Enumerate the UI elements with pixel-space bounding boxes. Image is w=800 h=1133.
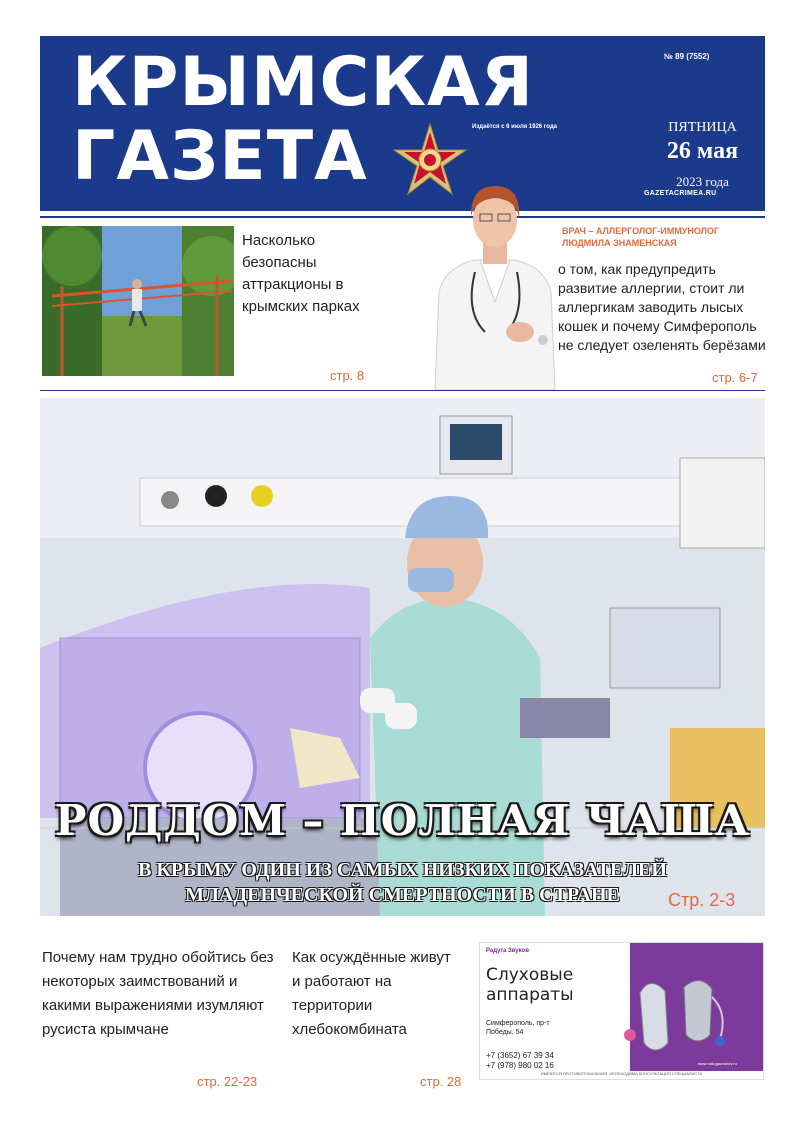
masthead-title-line2: ГАЗЕТА — [72, 117, 368, 196]
teaser-allergy-page-ref[interactable]: стр. 6-7 — [712, 370, 758, 385]
issue-year: 2023 года — [676, 174, 729, 189]
ad-url[interactable]: www.radugazvukov.ru — [698, 1061, 737, 1066]
main-subhead-line2: МЛАДЕНЧЕСКОЙ СМЕРТНОСТИ В СТРАНЕ — [185, 884, 620, 906]
ad-address: Симферополь, пр-т Победы, 54 — [486, 1020, 550, 1036]
teaser-attractions-text[interactable]: Насколько безопасны аттракционы в крымских парках — [242, 232, 360, 315]
hearing-aid-icon — [620, 973, 730, 1063]
teaser-bakery-page-ref[interactable]: стр. 28 — [420, 1074, 462, 1089]
hearing-aid-ad[interactable] — [479, 942, 764, 1080]
main-subhead-line1: В КРЫМУ ОДИН ИЗ САМЫХ НИЗКИХ ПОКАЗАТЕЛЕЙ — [138, 859, 667, 881]
main-headline[interactable]: РОДДОМ – ПОЛНАЯ ЧАША — [54, 796, 751, 845]
divider-middle — [40, 390, 765, 391]
teaser-allergy-kicker: ВРАЧ – АЛЛЕРГОЛОГ-ИММУНОЛОГ ЛЮДМИЛА ЗНАМЕНСКАЯ — [562, 226, 720, 248]
ad-disclaimer: ИМЕЮТСЯ ПРОТИВОПОКАЗАНИЯ. НЕОБХОДИМА КОНСУЛЬТАЦИЯ СПЕЦИАЛИСТА — [540, 1071, 703, 1076]
divider-top — [40, 216, 765, 218]
park-attraction-photo[interactable] — [42, 226, 234, 376]
website-link[interactable]: GAZETACRIMEA.RU — [644, 190, 717, 197]
masthead-title-line1: КРЫМСКАЯ — [72, 43, 535, 122]
masthead — [40, 36, 765, 211]
teaser-attractions-page-ref[interactable]: стр. 8 — [330, 368, 365, 383]
weekday: ПЯТНИЦА — [668, 120, 737, 135]
founded-note: Издаётся с 6 июля 1926 года — [472, 124, 557, 130]
teaser-language-page-ref[interactable]: стр. 22-23 — [197, 1074, 258, 1089]
ad-title — [486, 965, 574, 1005]
doctor-portrait — [425, 172, 565, 390]
issue-number: № 89 (7552) — [664, 52, 710, 61]
ad-logo: Радуга Звуков — [486, 948, 529, 954]
teaser-allergy-text[interactable]: о том, как предупредить развитие аллергии, стоит ли аллергикам заводить лысых кошек и почему Симферополь не следует озеленять берёзами — [558, 261, 766, 353]
ad-title-line1: Слуховые — [486, 965, 574, 985]
ad-title-line2: аппараты — [486, 985, 574, 1005]
teaser-bakery-text[interactable]: Как осуждённые живут и работают на территории хлебокомбината — [292, 949, 451, 1038]
teaser-language-text[interactable]: Почему нам трудно обойтись без некоторых заимствований и какими выражениями изумляют русиста крымчане — [42, 949, 274, 1038]
issue-date: 26 мая — [666, 138, 739, 164]
ad-phone-1[interactable]: +7 (3652) 67 39 34 — [486, 1051, 554, 1060]
main-subhead — [40, 858, 765, 908]
main-story-page-ref[interactable]: Стр. 2-3 — [668, 890, 736, 910]
ad-phone-2[interactable]: +7 (978) 980 02 16 — [486, 1061, 554, 1070]
